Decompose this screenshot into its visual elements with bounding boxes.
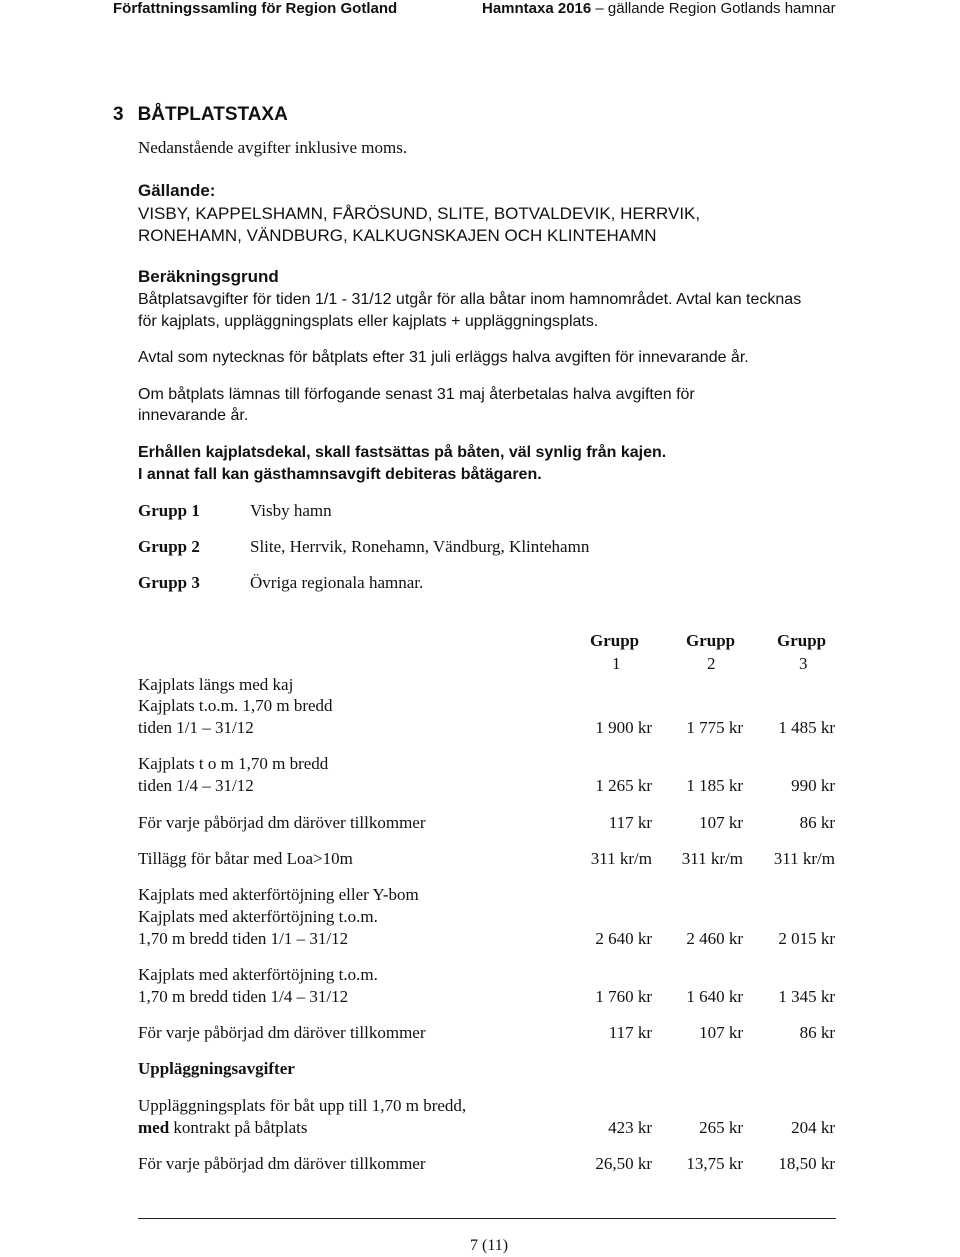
fee-cell: 86 kr [799, 813, 835, 832]
footer-divider [138, 1218, 836, 1219]
fee-cell: 2 640 kr [595, 929, 652, 948]
fee-cell: 1 485 kr [778, 718, 835, 737]
row-label: Kajplats med akterförtöjning eller Y-bom [138, 885, 419, 904]
header-left: Författningssamling för Region Gotland [113, 0, 398, 17]
row-label-rest: kontrakt på båtplats [169, 1118, 308, 1137]
fee-cell: 423 kr [608, 1118, 652, 1137]
header-right [482, 0, 836, 17]
upplaggning-heading: Uppläggningsavgifter [138, 1059, 295, 1078]
fee-cell: 1 760 kr [595, 987, 652, 1006]
notice-line-2: I annat fall kan gästhamnsavgift debiteras båtägaren. [138, 466, 542, 483]
fee-cell: 311 kr/m [590, 849, 652, 868]
basis-line-2: för kajplats, uppläggningsplats eller kajplats + uppläggningsplats. [138, 313, 599, 330]
row-label: För varje påbörjad dm däröver tillkommer [138, 813, 426, 832]
row-label-emphasis: med [138, 1118, 170, 1137]
fee-cell: 1 900 kr [595, 718, 652, 737]
group-name: Grupp 3 [138, 573, 200, 592]
row-label: Uppläggningsplats för båt upp till 1,70 m bredd, [138, 1096, 467, 1115]
row-label: tiden 1/1 – 31/12 [138, 718, 254, 737]
row-label: Kajplats med akterförtöjning t.o.m. [138, 965, 378, 984]
fee-cell: 265 kr [699, 1118, 743, 1137]
fee-cell: 1 185 kr [686, 776, 743, 795]
page-number: 7 (11) [470, 1237, 509, 1254]
group-name: Grupp 1 [138, 501, 200, 520]
applies-label: Gällande: [138, 181, 216, 200]
fee-cell: 1 775 kr [686, 718, 743, 737]
fee-cell: 1 640 kr [686, 987, 743, 1006]
refund-line-2: innevarande år. [138, 407, 249, 424]
row-label: 1,70 m bredd tiden 1/4 – 31/12 [138, 987, 349, 1006]
col-head-word: Grupp [686, 631, 736, 650]
row-label: Kajplats t.o.m. 1,70 m bredd [138, 696, 333, 715]
col-head-word: Grupp [590, 631, 640, 650]
fee-cell: 1 345 kr [778, 987, 835, 1006]
fee-cell: 311 kr/m [773, 849, 835, 868]
col-head-num: 2 [707, 654, 716, 673]
fee-cell: 13,75 kr [686, 1154, 743, 1173]
row-label: tiden 1/4 – 31/12 [138, 776, 254, 795]
group-name: Grupp 2 [138, 537, 200, 556]
fee-cell: 26,50 kr [595, 1154, 652, 1173]
row-label: Tillägg för båtar med Loa>10m [138, 849, 353, 868]
fee-cell: 2 015 kr [778, 929, 835, 948]
half-fee-text: Avtal som nytecknas för båtplats efter 31 juli erläggs halva avgiften för innevarande år. [138, 349, 749, 366]
fee-cell: 107 kr [699, 1023, 743, 1042]
applies-line-2: RONEHAMN, VÄNDBURG, KALKUGNSKAJEN OCH KLINTEHAMN [138, 226, 657, 245]
group-desc: Övriga regionala hamnar. [250, 573, 424, 592]
row-label: För varje påbörjad dm däröver tillkommer [138, 1023, 426, 1042]
col-head-num: 1 [612, 654, 621, 673]
fee-cell: 117 kr [608, 813, 652, 832]
refund-line-1: Om båtplats lämnas till förfogande senast 31 maj återbetalas halva avgiften för [138, 386, 695, 403]
fee-cell: 1 265 kr [595, 776, 652, 795]
fee-cell: 204 kr [791, 1118, 835, 1137]
row-label: 1,70 m bredd tiden 1/1 – 31/12 [138, 929, 349, 948]
row-label: Kajplats t o m 1,70 m bredd [138, 754, 329, 773]
row-label: Kajplats med akterförtöjning t.o.m. [138, 907, 378, 926]
fee-cell: 18,50 kr [778, 1154, 835, 1173]
fee-cell: 86 kr [799, 1023, 835, 1042]
basis-line-1: Båtplatsavgifter för tiden 1/1 - 31/12 utgår för alla båtar inom hamnområdet. Avtal kan tecknas [138, 291, 802, 308]
fee-cell: 2 460 kr [686, 929, 743, 948]
notice-line-1: Erhållen kajplatsdekal, skall fastsättas på båten, väl synlig från kajen. [138, 444, 667, 461]
basis-heading: Beräkningsgrund [138, 267, 279, 286]
col-head-num: 3 [799, 654, 808, 673]
header-doc-title: Hamntaxa 2016 [482, 0, 592, 17]
fee-cell: 107 kr [699, 813, 743, 832]
row-label: För varje påbörjad dm däröver tillkommer [138, 1154, 426, 1173]
intro-text: Nedanstående avgifter inklusive moms. [138, 138, 408, 157]
row-label: Kajplats längs med kaj [138, 675, 294, 694]
fee-cell: 990 kr [791, 776, 835, 795]
section-heading [113, 104, 288, 126]
applies-line-1: VISBY, KAPPELSHAMN, FÅRÖSUND, SLITE, BOTVALDEVIK, HERRVIK, [138, 204, 701, 223]
header-doc-subtitle: – gällande Region Gotlands hamnar [591, 0, 836, 17]
section-number: 3 [113, 104, 124, 125]
section-title: BÅTPLATSTAXA [137, 104, 288, 125]
fee-cell: 117 kr [608, 1023, 652, 1042]
group-desc: Slite, Herrvik, Ronehamn, Vändburg, Klintehamn [250, 537, 590, 556]
col-head-word: Grupp [777, 631, 827, 650]
row-label [138, 1117, 308, 1138]
fee-cell: 311 kr/m [681, 849, 743, 868]
group-desc: Visby hamn [250, 501, 332, 520]
